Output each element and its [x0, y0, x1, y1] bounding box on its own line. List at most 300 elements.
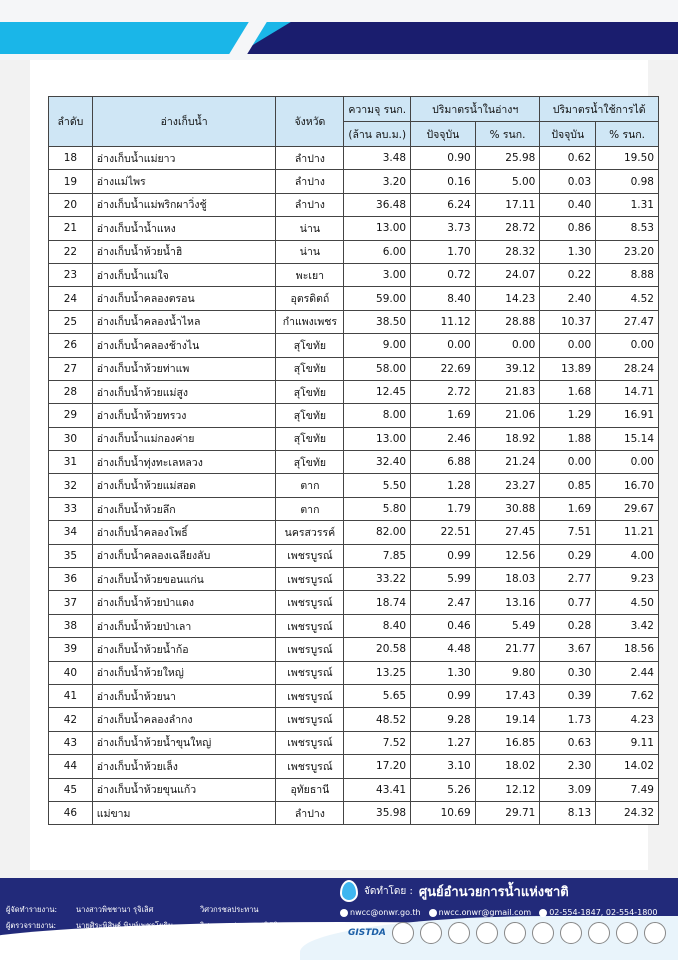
capacity-cell: 82.00	[344, 521, 411, 544]
capacity-cell: 5.65	[344, 684, 411, 707]
header-in-reservoir: ปริมาตรน้ำในอ่างฯ	[411, 97, 540, 122]
org-line	[340, 880, 670, 902]
reservoir-name-cell: อ่างเก็บน้ำห้วยใหญ่	[92, 661, 276, 684]
province-cell: เพชรบูรณ์	[276, 591, 344, 614]
usable-percent-cell: 16.70	[596, 474, 659, 497]
current-percent-cell: 28.32	[475, 240, 540, 263]
reservoir-name-cell: อ่างเก็บน้ำห้วยขอนแก่น	[92, 568, 276, 591]
table-row	[49, 591, 659, 614]
table-row	[49, 263, 659, 286]
usable-volume-cell: 0.39	[540, 684, 596, 707]
contact-line	[340, 908, 670, 917]
credit-reviewer-role: ผู้ตรวจรายงาน:	[6, 921, 57, 930]
province-cell: เพชรบูรณ์	[276, 755, 344, 778]
row-number-cell: 34	[49, 521, 93, 544]
reservoir-name-cell: อ่างเก็บน้ำคลองช้างไน	[92, 334, 276, 357]
usable-volume-cell: 1.29	[540, 404, 596, 427]
usable-percent-cell: 15.14	[596, 427, 659, 450]
province-cell: ลำปาง	[276, 147, 344, 170]
usable-volume-cell: 0.40	[540, 193, 596, 216]
row-number-cell: 39	[49, 638, 93, 661]
usable-percent-cell: 29.67	[596, 497, 659, 520]
usable-volume-cell: 13.89	[540, 357, 596, 380]
capacity-cell: 9.00	[344, 334, 411, 357]
table-row	[49, 614, 659, 637]
phone-icon	[539, 909, 547, 917]
usable-volume-cell: 0.28	[540, 614, 596, 637]
header-percent: % รนก.	[475, 122, 540, 147]
usable-volume-cell: 0.00	[540, 334, 596, 357]
current-volume-cell: 3.73	[411, 217, 476, 240]
province-cell: อุตรดิตถ์	[276, 287, 344, 310]
gistda-logo: GISTDA	[348, 928, 386, 938]
current-percent-cell: 39.12	[475, 357, 540, 380]
current-percent-cell: 28.88	[475, 310, 540, 333]
capacity-cell: 8.40	[344, 614, 411, 637]
current-volume-cell: 3.10	[411, 755, 476, 778]
partner-logos	[348, 922, 666, 944]
row-number-cell: 19	[49, 170, 93, 193]
row-number-cell: 45	[49, 778, 93, 801]
row-number-cell: 30	[49, 427, 93, 450]
usable-percent-cell: 3.42	[596, 614, 659, 637]
reservoir-name-cell: อ่างเก็บน้ำแม่ใจ	[92, 263, 276, 286]
capacity-cell: 6.00	[344, 240, 411, 263]
usable-percent-cell: 4.23	[596, 708, 659, 731]
usable-percent-cell: 27.47	[596, 310, 659, 333]
usable-percent-cell: 4.00	[596, 544, 659, 567]
province-cell: เพชรบูรณ์	[276, 568, 344, 591]
reservoir-name-cell: อ่างเก็บน้ำห้วยน้ำก้อ	[92, 638, 276, 661]
usable-volume-cell: 0.03	[540, 170, 596, 193]
usable-volume-cell: 3.67	[540, 638, 596, 661]
table-row	[49, 801, 659, 824]
province-cell: น่าน	[276, 217, 344, 240]
usable-volume-cell: 8.13	[540, 801, 596, 824]
table-row	[49, 193, 659, 216]
header-reservoir: อ่างเก็บน้ำ	[92, 97, 276, 147]
capacity-cell: 3.00	[344, 263, 411, 286]
reservoir-name-cell: อ่างเก็บน้ำห้วยน้ำฮิ	[92, 240, 276, 263]
credit-preparer-name: นางสาวพิชชานา รุจิเลิศ	[76, 905, 154, 914]
row-number-cell: 33	[49, 497, 93, 520]
row-number-cell: 36	[49, 568, 93, 591]
header-capacity: ความจุ รนก.	[344, 97, 411, 122]
row-number-cell: 26	[49, 334, 93, 357]
usable-volume-cell: 1.69	[540, 497, 596, 520]
usable-volume-cell: 2.40	[540, 287, 596, 310]
current-percent-cell: 14.23	[475, 287, 540, 310]
usable-percent-cell: 9.11	[596, 731, 659, 754]
reservoir-name-cell: อ่างเก็บน้ำห้วยท่าแพ	[92, 357, 276, 380]
usable-percent-cell: 7.49	[596, 778, 659, 801]
partner-logo-5	[504, 922, 526, 944]
partner-logo-1	[392, 922, 414, 944]
email-address: nwcc.onwr@gmail.com	[438, 908, 532, 917]
usable-percent-cell: 23.20	[596, 240, 659, 263]
row-number-cell: 46	[49, 801, 93, 824]
table-row	[49, 451, 659, 474]
capacity-cell: 48.52	[344, 708, 411, 731]
current-volume-cell: 4.48	[411, 638, 476, 661]
usable-volume-cell: 0.77	[540, 591, 596, 614]
province-cell: สุโขทัย	[276, 427, 344, 450]
org-prefix: จัดทำโดย :	[364, 885, 413, 897]
current-percent-cell: 13.16	[475, 591, 540, 614]
usable-percent-cell: 0.00	[596, 334, 659, 357]
web-address: nwcc@onwr.go.th	[350, 908, 421, 917]
table-row	[49, 147, 659, 170]
capacity-cell: 7.85	[344, 544, 411, 567]
row-number-cell: 35	[49, 544, 93, 567]
reservoir-name-cell: อ่างเก็บน้ำห้วยขุนแก้ว	[92, 778, 276, 801]
current-percent-cell: 18.03	[475, 568, 540, 591]
header-no: ลำดับ	[49, 97, 93, 147]
current-volume-cell: 2.47	[411, 591, 476, 614]
reservoir-name-cell: อ่างเก็บน้ำห้วยเล็ง	[92, 755, 276, 778]
header-current: ปัจจุบัน	[411, 122, 476, 147]
province-cell: น่าน	[276, 240, 344, 263]
reservoir-name-cell: อ่างเก็บน้ำแม่พริกผาวิ่งชู้	[92, 193, 276, 216]
usable-percent-cell: 1.31	[596, 193, 659, 216]
usable-percent-cell: 24.32	[596, 801, 659, 824]
table-row	[49, 170, 659, 193]
table-row	[49, 568, 659, 591]
current-volume-cell: 0.99	[411, 684, 476, 707]
current-volume-cell: 0.99	[411, 544, 476, 567]
email-contact[interactable]	[429, 908, 532, 917]
globe-icon	[340, 909, 348, 917]
table-row	[49, 427, 659, 450]
usable-percent-cell: 28.24	[596, 357, 659, 380]
province-cell: เพชรบูรณ์	[276, 684, 344, 707]
reservoir-name-cell: อ่างเก็บน้ำแม่กองค่าย	[92, 427, 276, 450]
province-cell: สุโขทัย	[276, 451, 344, 474]
row-number-cell: 42	[49, 708, 93, 731]
usable-volume-cell: 0.63	[540, 731, 596, 754]
credit-reviewer-title: วิศวกรชลประทานปฏิบัติการ	[200, 921, 291, 930]
current-percent-cell: 21.06	[475, 404, 540, 427]
usable-volume-cell: 1.68	[540, 380, 596, 403]
credit-preparer-title: วิศวกรชลประทาน	[200, 905, 259, 914]
province-cell: เพชรบูรณ์	[276, 708, 344, 731]
usable-volume-cell: 3.09	[540, 778, 596, 801]
row-number-cell: 31	[49, 451, 93, 474]
current-volume-cell: 0.72	[411, 263, 476, 286]
capacity-cell: 59.00	[344, 287, 411, 310]
table-row	[49, 684, 659, 707]
current-percent-cell: 9.80	[475, 661, 540, 684]
current-percent-cell: 30.88	[475, 497, 540, 520]
current-percent-cell: 12.12	[475, 778, 540, 801]
row-number-cell: 40	[49, 661, 93, 684]
partner-logo-4	[476, 922, 498, 944]
table-row	[49, 708, 659, 731]
row-number-cell: 27	[49, 357, 93, 380]
usable-percent-cell: 9.23	[596, 568, 659, 591]
current-volume-cell: 9.28	[411, 708, 476, 731]
current-percent-cell: 29.71	[475, 801, 540, 824]
reservoir-name-cell: อ่างเก็บน้ำคลองโพธิ์	[92, 521, 276, 544]
current-volume-cell: 6.24	[411, 193, 476, 216]
usable-percent-cell: 0.98	[596, 170, 659, 193]
credit-preparer-role: ผู้จัดทำรายงาน:	[6, 905, 57, 914]
province-cell: เพชรบูรณ์	[276, 544, 344, 567]
table-row	[49, 638, 659, 661]
usable-volume-cell: 2.30	[540, 755, 596, 778]
capacity-cell: 7.52	[344, 731, 411, 754]
table-row	[49, 380, 659, 403]
province-cell: เพชรบูรณ์	[276, 731, 344, 754]
usable-percent-cell: 19.50	[596, 147, 659, 170]
capacity-cell: 38.50	[344, 310, 411, 333]
capacity-cell: 12.45	[344, 380, 411, 403]
row-number-cell: 20	[49, 193, 93, 216]
current-volume-cell: 1.28	[411, 474, 476, 497]
table-header	[49, 97, 659, 147]
current-percent-cell: 12.56	[475, 544, 540, 567]
current-volume-cell: 6.88	[411, 451, 476, 474]
capacity-cell: 35.98	[344, 801, 411, 824]
current-volume-cell: 8.40	[411, 287, 476, 310]
usable-volume-cell: 1.88	[540, 427, 596, 450]
reservoir-table	[48, 96, 659, 825]
current-volume-cell: 1.79	[411, 497, 476, 520]
province-cell: นครสวรรค์	[276, 521, 344, 544]
reservoir-name-cell: อ่างเก็บน้ำห้วยทรวง	[92, 404, 276, 427]
capacity-cell: 5.50	[344, 474, 411, 497]
usable-percent-cell: 8.88	[596, 263, 659, 286]
partner-logo-6	[532, 922, 554, 944]
table-row	[49, 731, 659, 754]
org-name: ศูนย์อำนวยการน้ำแห่งชาติ	[418, 884, 569, 900]
credit-reviewer-name: นายศิระพิสิษฐ์ พิมพ์เพชรโยธิน	[76, 921, 174, 930]
current-volume-cell: 10.69	[411, 801, 476, 824]
usable-volume-cell: 0.86	[540, 217, 596, 240]
province-cell: พะเยา	[276, 263, 344, 286]
row-number-cell: 24	[49, 287, 93, 310]
usable-volume-cell: 0.00	[540, 451, 596, 474]
usable-volume-cell: 0.30	[540, 661, 596, 684]
row-number-cell: 32	[49, 474, 93, 497]
partner-logo-7	[560, 922, 582, 944]
current-volume-cell: 2.46	[411, 427, 476, 450]
reservoir-name-cell: อ่างเก็บน้ำน้ำแหง	[92, 217, 276, 240]
capacity-cell: 13.25	[344, 661, 411, 684]
current-percent-cell: 19.14	[475, 708, 540, 731]
usable-volume-cell: 0.29	[540, 544, 596, 567]
current-percent-cell: 27.45	[475, 521, 540, 544]
header-province: จังหวัด	[276, 97, 344, 147]
table-row	[49, 240, 659, 263]
current-volume-cell: 2.72	[411, 380, 476, 403]
table-body	[49, 147, 659, 825]
row-number-cell: 29	[49, 404, 93, 427]
row-number-cell: 28	[49, 380, 93, 403]
capacity-cell: 5.80	[344, 497, 411, 520]
table-row	[49, 357, 659, 380]
capacity-cell: 58.00	[344, 357, 411, 380]
usable-volume-cell: 2.77	[540, 568, 596, 591]
reservoir-name-cell: อ่างเก็บน้ำห้วยลึก	[92, 497, 276, 520]
current-volume-cell: 5.99	[411, 568, 476, 591]
row-number-cell: 18	[49, 147, 93, 170]
province-cell: สุโขทัย	[276, 357, 344, 380]
usable-volume-cell: 0.62	[540, 147, 596, 170]
usable-volume-cell: 1.30	[540, 240, 596, 263]
row-number-cell: 21	[49, 217, 93, 240]
province-cell: ลำปาง	[276, 801, 344, 824]
current-volume-cell: 0.90	[411, 147, 476, 170]
current-percent-cell: 18.92	[475, 427, 540, 450]
province-cell: อุทัยธานี	[276, 778, 344, 801]
current-volume-cell: 1.30	[411, 661, 476, 684]
province-cell: ตาก	[276, 474, 344, 497]
credit-reviewer	[6, 920, 291, 932]
capacity-cell: 20.58	[344, 638, 411, 661]
web-contact[interactable]	[340, 908, 421, 917]
table-row	[49, 217, 659, 240]
current-percent-cell: 5.00	[475, 170, 540, 193]
current-percent-cell: 24.07	[475, 263, 540, 286]
province-cell: เพชรบูรณ์	[276, 661, 344, 684]
table-row	[49, 334, 659, 357]
current-percent-cell: 21.77	[475, 638, 540, 661]
current-volume-cell: 1.69	[411, 404, 476, 427]
reservoir-name-cell: อ่างเก็บน้ำห้วยป่าแดง	[92, 591, 276, 614]
row-number-cell: 25	[49, 310, 93, 333]
current-volume-cell: 1.70	[411, 240, 476, 263]
partner-logo-9	[616, 922, 638, 944]
table-row	[49, 497, 659, 520]
phone-contact[interactable]	[539, 908, 657, 917]
province-cell: ลำปาง	[276, 170, 344, 193]
usable-volume-cell: 7.51	[540, 521, 596, 544]
usable-percent-cell: 11.21	[596, 521, 659, 544]
row-number-cell: 38	[49, 614, 93, 637]
row-number-cell: 44	[49, 755, 93, 778]
capacity-cell: 36.48	[344, 193, 411, 216]
header-usable-percent: % รนก.	[596, 122, 659, 147]
usable-volume-cell: 10.37	[540, 310, 596, 333]
current-volume-cell: 11.12	[411, 310, 476, 333]
row-number-cell: 22	[49, 240, 93, 263]
reservoir-name-cell: อ่างเก็บน้ำทุ่งทะเลหลวง	[92, 451, 276, 474]
province-cell: สุโขทัย	[276, 404, 344, 427]
current-percent-cell: 17.11	[475, 193, 540, 216]
province-cell: กำแพงเพชร	[276, 310, 344, 333]
top-banner	[0, 0, 678, 60]
table-row	[49, 544, 659, 567]
province-cell: สุโขทัย	[276, 380, 344, 403]
current-percent-cell: 16.85	[475, 731, 540, 754]
table-row	[49, 287, 659, 310]
province-cell: ตาก	[276, 497, 344, 520]
usable-percent-cell: 0.00	[596, 451, 659, 474]
table-row	[49, 310, 659, 333]
credit-preparer	[6, 904, 259, 916]
capacity-cell: 32.40	[344, 451, 411, 474]
current-percent-cell: 0.00	[475, 334, 540, 357]
capacity-cell: 18.74	[344, 591, 411, 614]
reservoir-name-cell: แม่ขาม	[92, 801, 276, 824]
current-percent-cell: 5.49	[475, 614, 540, 637]
usable-percent-cell: 18.56	[596, 638, 659, 661]
current-percent-cell: 21.83	[475, 380, 540, 403]
header-usable-current: ปัจจุบัน	[540, 122, 596, 147]
province-cell: สุโขทัย	[276, 334, 344, 357]
table-row	[49, 404, 659, 427]
capacity-cell: 13.00	[344, 427, 411, 450]
reservoir-name-cell: อ่างเก็บน้ำห้วยนา	[92, 684, 276, 707]
current-volume-cell: 22.51	[411, 521, 476, 544]
usable-percent-cell: 4.50	[596, 591, 659, 614]
row-number-cell: 41	[49, 684, 93, 707]
partner-logo-2	[420, 922, 442, 944]
table-row	[49, 474, 659, 497]
table-row	[49, 661, 659, 684]
usable-percent-cell: 14.02	[596, 755, 659, 778]
current-percent-cell: 25.98	[475, 147, 540, 170]
reservoir-name-cell: อ่างเก็บน้ำห้วยน้ำขุนใหญ่	[92, 731, 276, 754]
current-volume-cell: 22.69	[411, 357, 476, 380]
usable-percent-cell: 8.53	[596, 217, 659, 240]
reservoir-name-cell: อ่างแม่ไพร	[92, 170, 276, 193]
partner-logo-3	[448, 922, 470, 944]
water-drop-icon	[340, 880, 358, 902]
partner-logo-8	[588, 922, 610, 944]
province-cell: เพชรบูรณ์	[276, 638, 344, 661]
current-volume-cell: 0.00	[411, 334, 476, 357]
mail-icon	[429, 909, 437, 917]
reservoir-name-cell: อ่างเก็บน้ำห้วยป่าเลา	[92, 614, 276, 637]
table-row	[49, 755, 659, 778]
usable-volume-cell: 0.85	[540, 474, 596, 497]
reservoir-name-cell: อ่างเก็บน้ำคลองน้ำไหล	[92, 310, 276, 333]
reservoir-name-cell: อ่างเก็บน้ำห้วยแม่สูง	[92, 380, 276, 403]
reservoir-name-cell: อ่างเก็บน้ำแม่ยาว	[92, 147, 276, 170]
usable-percent-cell: 16.91	[596, 404, 659, 427]
row-number-cell: 37	[49, 591, 93, 614]
capacity-cell: 3.48	[344, 147, 411, 170]
partner-logo-10	[644, 922, 666, 944]
row-number-cell: 43	[49, 731, 93, 754]
capacity-cell: 13.00	[344, 217, 411, 240]
province-cell: ลำปาง	[276, 193, 344, 216]
capacity-cell: 33.22	[344, 568, 411, 591]
current-percent-cell: 21.24	[475, 451, 540, 474]
current-percent-cell: 28.72	[475, 217, 540, 240]
header-usable: ปริมาตรน้ำใช้การได้	[540, 97, 659, 122]
current-percent-cell: 23.27	[475, 474, 540, 497]
usable-percent-cell: 14.71	[596, 380, 659, 403]
reservoir-name-cell: อ่างเก็บน้ำคลองลำกง	[92, 708, 276, 731]
usable-volume-cell: 0.22	[540, 263, 596, 286]
current-percent-cell: 17.43	[475, 684, 540, 707]
capacity-cell: 3.20	[344, 170, 411, 193]
reservoir-name-cell: อ่างเก็บน้ำคลองตรอน	[92, 287, 276, 310]
current-volume-cell: 5.26	[411, 778, 476, 801]
current-percent-cell: 18.02	[475, 755, 540, 778]
capacity-cell: 17.20	[344, 755, 411, 778]
phone-number: 02-554-1847, 02-554-1800	[549, 908, 658, 917]
usable-percent-cell: 7.62	[596, 684, 659, 707]
current-volume-cell: 1.27	[411, 731, 476, 754]
reservoir-name-cell: อ่างเก็บน้ำคลองเฉลียงลับ	[92, 544, 276, 567]
banner-navy-stripe	[238, 22, 678, 54]
reservoir-name-cell: อ่างเก็บน้ำห้วยแม่สอด	[92, 474, 276, 497]
table-row	[49, 778, 659, 801]
